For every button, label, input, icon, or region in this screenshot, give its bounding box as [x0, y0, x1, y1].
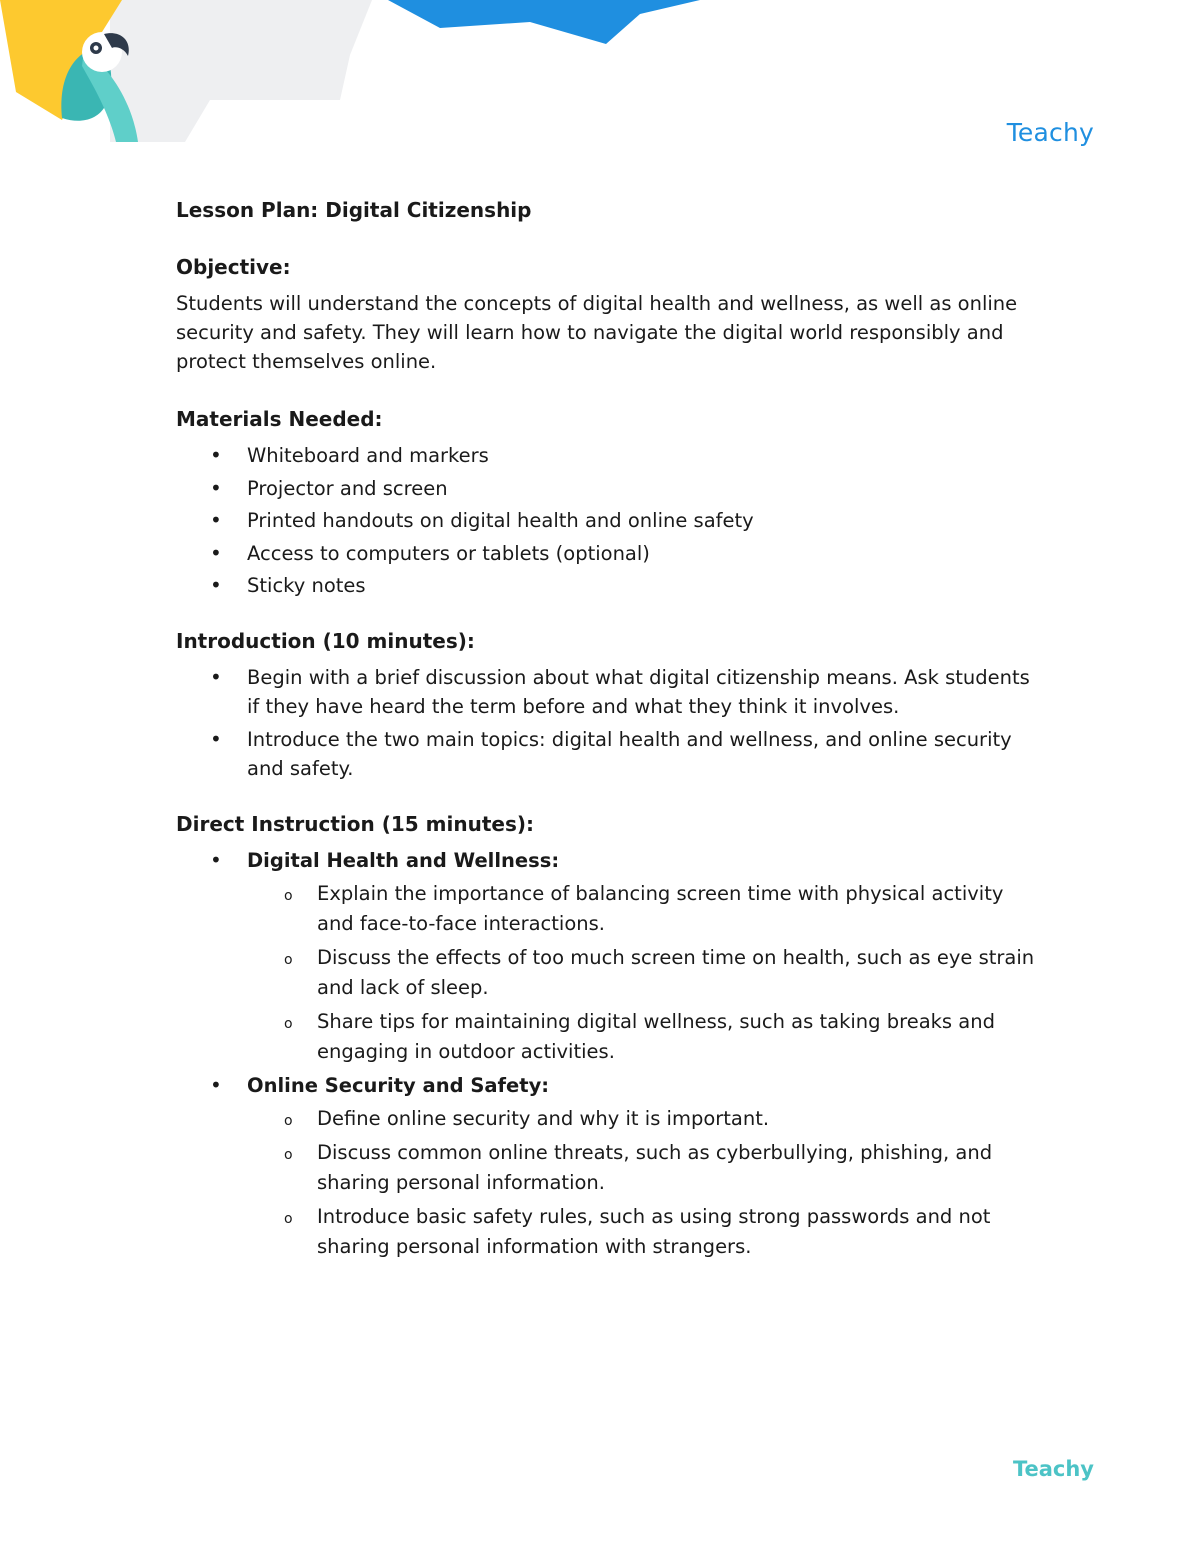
objective-heading: Objective:: [176, 255, 291, 279]
objective-text: Students will understand the concepts of digital health and wellness, as well as online security and safety. They will learn how to navigate the digital world responsibly and protect themselves online.: [176, 292, 1018, 373]
direct-instruction-heading: Direct Instruction (15 minutes):: [176, 811, 534, 836]
brand-logo-text: Teachy: [1006, 118, 1094, 147]
list-item: • Printed handouts on digital health and online safety: [176, 506, 1036, 535]
introduction-list: [176, 663, 1036, 783]
sub-list-item: o Share tips for maintaining digital wellness, such as taking breaks and engaging in outdoor activities.: [247, 1007, 1036, 1067]
instruction-section: [176, 1071, 1036, 1262]
sub-list-item: o Discuss common online threats, such as cyberbullying, phishing, and sharing personal information.: [247, 1138, 1036, 1198]
materials-list: [176, 441, 1036, 600]
materials-heading: Materials Needed:: [176, 407, 383, 431]
sub-list: [247, 879, 1036, 1067]
list-item: • Introduce the two main topics: digital health and wellness, and online security and safety.: [176, 725, 1036, 783]
list-item: • Begin with a brief discussion about what digital citizenship means. Ask students if they have heard the term before and what they think it involves.: [176, 663, 1036, 721]
sub-list: [247, 1104, 1036, 1262]
section-title: Online Security and Safety:: [247, 1073, 550, 1097]
section-title: Digital Health and Wellness:: [247, 848, 560, 872]
introduction-heading: Introduction (10 minutes):: [176, 629, 475, 653]
list-item: • Projector and screen: [176, 474, 1036, 503]
list-item: • Sticky notes: [176, 571, 1036, 600]
instruction-section: [176, 846, 1036, 1067]
sub-list-item: o Define online security and why it is important.: [247, 1104, 1036, 1134]
list-item: • Whiteboard and markers: [176, 441, 1036, 470]
footer-brand-text: Teachy: [1012, 1457, 1094, 1481]
sub-list-item: o Explain the importance of balancing screen time with physical activity and face-to-face interactions.: [247, 879, 1036, 939]
lesson-plan-document: [176, 196, 1036, 1289]
sub-list-item: o Introduce basic safety rules, such as using strong passwords and not sharing personal information with strangers.: [247, 1202, 1036, 1262]
list-item: • Access to computers or tablets (optional): [176, 539, 1036, 568]
document-title: Lesson Plan: Digital Citizenship: [176, 198, 532, 222]
header-decoration: [0, 0, 720, 150]
sub-list-item: o Discuss the effects of too much screen time on health, such as eye strain and lack of sleep.: [247, 943, 1036, 1003]
direct-instruction-list: [176, 846, 1036, 1262]
